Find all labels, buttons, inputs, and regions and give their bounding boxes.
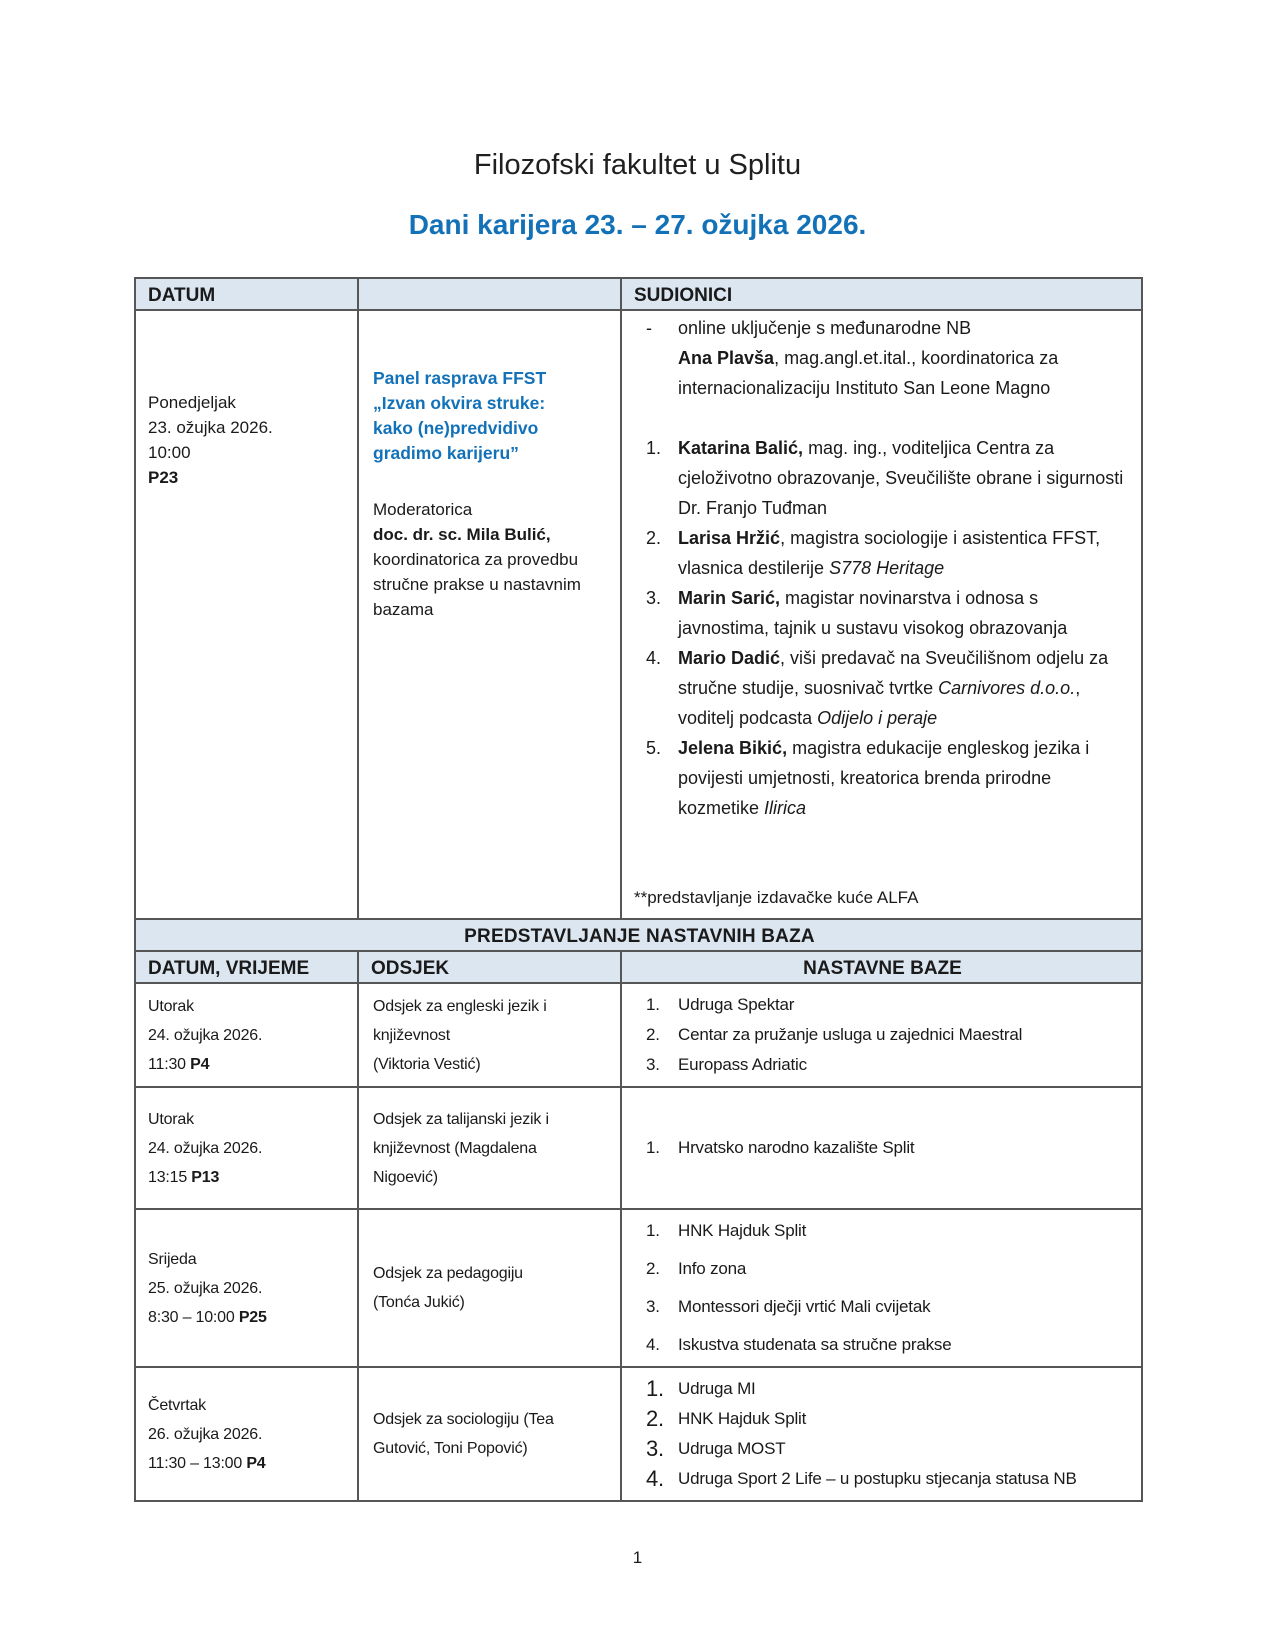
list-item (646, 433, 1127, 523)
text-line: 8:30 – 10:00 P25 (148, 1308, 267, 1326)
list-item-text: Europass Adriatic (678, 1055, 807, 1074)
text-line: Gutović, Toni Popović) (373, 1440, 528, 1457)
list-item-marker: 3. (646, 1297, 660, 1316)
list-item-marker: 4. (646, 1335, 660, 1354)
header-datum-vrijeme: DATUM, VRIJEME (135, 951, 358, 983)
list-item (646, 343, 1127, 403)
bases-cell (621, 983, 1142, 1087)
section-header-row (135, 919, 1142, 951)
list-item-marker: 1. (646, 1376, 664, 1401)
bases-cell (621, 1087, 1142, 1209)
text-line: Moderatorica (373, 500, 473, 519)
table-row-italian-dept (135, 1087, 1142, 1209)
list-item-text: Ana Plavša, mag.angl.et.ital., koordinatorica za internacionalizaciju Instituto San Leone Magno (678, 348, 1059, 398)
list-item (646, 1292, 1133, 1322)
list-item (646, 583, 1127, 643)
panel-moderator (373, 497, 608, 622)
text-line: Odsjek za engleski jezik i (373, 997, 547, 1015)
text-line: Utorak (148, 1110, 194, 1128)
text-line: kako (ne)predvidivo (373, 418, 539, 438)
list-item-text: Katarina Balić, mag. ing., voditeljica Centra za cjeloživotno obrazovanje, Sveučilište obrane i sigurnosti Dr. Franjo Tuđman (678, 438, 1124, 518)
list-item-text: Iskustva studenata sa stručne prakse (678, 1335, 952, 1354)
table-row-pedagogy-dept (135, 1209, 1142, 1367)
list-item-marker: 3. (646, 588, 662, 608)
list-item-marker: 2. (646, 528, 662, 548)
list-item-text: Hrvatsko narodno kazalište Split (678, 1138, 915, 1157)
list-item-marker: - (646, 318, 652, 338)
header-odsjek: ODSJEK (358, 951, 621, 983)
department-cell (358, 983, 621, 1087)
text-line: 13:15 P13 (148, 1168, 220, 1186)
date-cell (135, 1367, 358, 1501)
document-title: Filozofski fakultet u Splitu (473, 149, 802, 181)
text-line: 10:00 (148, 443, 191, 462)
list-item (646, 523, 1127, 583)
date-cell (135, 1209, 358, 1367)
bases-cell (621, 1209, 1142, 1367)
text-line: (Tonća Jukić) (373, 1294, 465, 1311)
list-item-text: Jelena Bikić, magistra edukacije engleskog jezika i povijesti umjetnosti, kreatorica brenda prirodne kozmetike Ilirica (678, 738, 1090, 818)
list-item-marker: 4. (646, 1466, 664, 1491)
list-item (646, 1020, 1133, 1050)
list-item-text: HNK Hajduk Split (678, 1221, 807, 1240)
list-item-marker: 2. (646, 1025, 660, 1044)
text-line: koordinatorica za provedbu stručne prakse u nastavnim bazama (373, 550, 581, 619)
list-item (646, 1374, 1133, 1404)
table1-header-row (135, 278, 1142, 310)
document-subtitle: Dani karijera 23. – 27. ožujka 2026. (408, 209, 867, 240)
schedule-table (134, 277, 1143, 1502)
page-number: 1 (632, 1548, 643, 1567)
participants-cell (621, 310, 1142, 919)
date-cell (135, 1087, 358, 1209)
table2-header-row (135, 951, 1142, 983)
text-line: doc. dr. sc. Mila Bulić, (373, 525, 551, 544)
text-line: 24. ožujka 2026. (148, 1026, 263, 1044)
list-item (646, 1254, 1133, 1284)
text-line: 26. ožujka 2026. (148, 1425, 263, 1443)
alfa-footnote: **predstavljanje izdavačke kuće ALFA (634, 888, 919, 907)
list-item (646, 1050, 1133, 1080)
list-item (646, 1464, 1133, 1494)
list-item-text: Udruga MI (678, 1379, 756, 1398)
header-datum: DATUM (135, 278, 358, 310)
list-item-marker: 3. (646, 1436, 664, 1461)
participants-online-item (646, 313, 1127, 403)
list-item (646, 733, 1127, 823)
list-item-marker: 1. (646, 1221, 660, 1240)
text-line: Odsjek za sociologiju (Tea (373, 1411, 554, 1428)
text-line: Odsjek za talijanski jezik i (373, 1110, 549, 1128)
list-item-marker: 1. (646, 1138, 660, 1157)
list-item (646, 1216, 1133, 1246)
text-line: Nigoević) (373, 1168, 438, 1186)
text-line: Ponedjeljak (148, 393, 236, 412)
date-cell (135, 983, 358, 1087)
participants-numbered-list (646, 433, 1127, 823)
header-empty (358, 278, 621, 310)
text-line: 25. ožujka 2026. (148, 1279, 263, 1297)
bases-cell (621, 1367, 1142, 1501)
list-item (646, 643, 1127, 733)
list-item-marker: 2. (646, 1406, 664, 1431)
list-item (646, 313, 1127, 343)
department-cell (358, 1367, 621, 1501)
text-line: književnost (373, 1026, 450, 1044)
text-line: Panel rasprava FFST (373, 368, 547, 388)
text-line: P23 (148, 468, 179, 487)
panel-row (135, 310, 1142, 919)
list-item-marker: 1. (646, 438, 662, 458)
text-line: 23. ožujka 2026. (148, 418, 273, 437)
panel-date-cell (135, 310, 358, 919)
text-line: Srijeda (148, 1250, 197, 1268)
list-item-text: Larisa Hržić, magistra sociologije i asistentica FFST, vlasnica destilerije S778 Heritage (678, 528, 1101, 578)
text-line: (Viktoria Vestić) (373, 1055, 481, 1073)
list-item-text: Mario Dadić, viši predavač na Sveučilišnom odjelu za stručne studije, suosnivač tvrtke Carnivores d.o.o., voditelj podcasta Odijelo i peraje (678, 648, 1109, 728)
list-item-marker: 2. (646, 1259, 660, 1278)
table-row-sociology-dept (135, 1367, 1142, 1501)
list-item-text: Udruga MOST (678, 1439, 786, 1458)
text-line: Četvrtak (148, 1396, 206, 1414)
list-item-marker: 3. (646, 1055, 660, 1074)
list-item-text: Udruga Sport 2 Life – u postupku stjecanja statusa NB (678, 1469, 1077, 1488)
table-row-english-dept (135, 983, 1142, 1087)
text-line: 11:30 – 13:00 P4 (148, 1454, 266, 1472)
list-item-text: online uključenje s međunarodne NB (678, 318, 972, 338)
text-line: 11:30 P4 (148, 1055, 210, 1073)
list-item-marker: 5. (646, 738, 662, 758)
text-line: Odsjek za pedagogiju (373, 1265, 523, 1282)
list-item (646, 1434, 1133, 1464)
list-item-text: Marin Sarić, magistar novinarstva i odnosa s javnostima, tajnik u sustavu visokog obrazovanja (678, 588, 1068, 638)
panel-title (373, 366, 608, 466)
text-line: gradimo karijeru” (373, 443, 519, 463)
list-item (646, 990, 1133, 1020)
list-item-text: Udruga Spektar (678, 995, 795, 1014)
list-item-text: Info zona (678, 1259, 747, 1278)
list-item-marker: 1. (646, 995, 660, 1014)
section-header: PREDSTAVLJANJE NASTAVNIH BAZA (135, 919, 1142, 951)
text-line: Utorak (148, 997, 194, 1015)
list-item-marker: 4. (646, 648, 662, 668)
list-item-text: Centar za pružanje usluga u zajednici Maestral (678, 1025, 1023, 1044)
panel-description-cell (358, 310, 621, 919)
list-item (646, 1404, 1133, 1434)
text-line: 24. ožujka 2026. (148, 1139, 263, 1157)
header-sudionici: SUDIONICI (621, 278, 1142, 310)
list-item (646, 1330, 1133, 1360)
department-cell (358, 1209, 621, 1367)
list-item (646, 1133, 1133, 1163)
list-item-text: HNK Hajduk Split (678, 1409, 807, 1428)
header-nastavne-baze: NASTAVNE BAZE (621, 951, 1142, 983)
text-line: „Izvan okvira struke: (373, 393, 546, 413)
department-cell (358, 1087, 621, 1209)
text-line: književnost (Magdalena (373, 1139, 537, 1157)
list-item-text: Montessori dječji vrtić Mali cvijetak (678, 1297, 931, 1316)
